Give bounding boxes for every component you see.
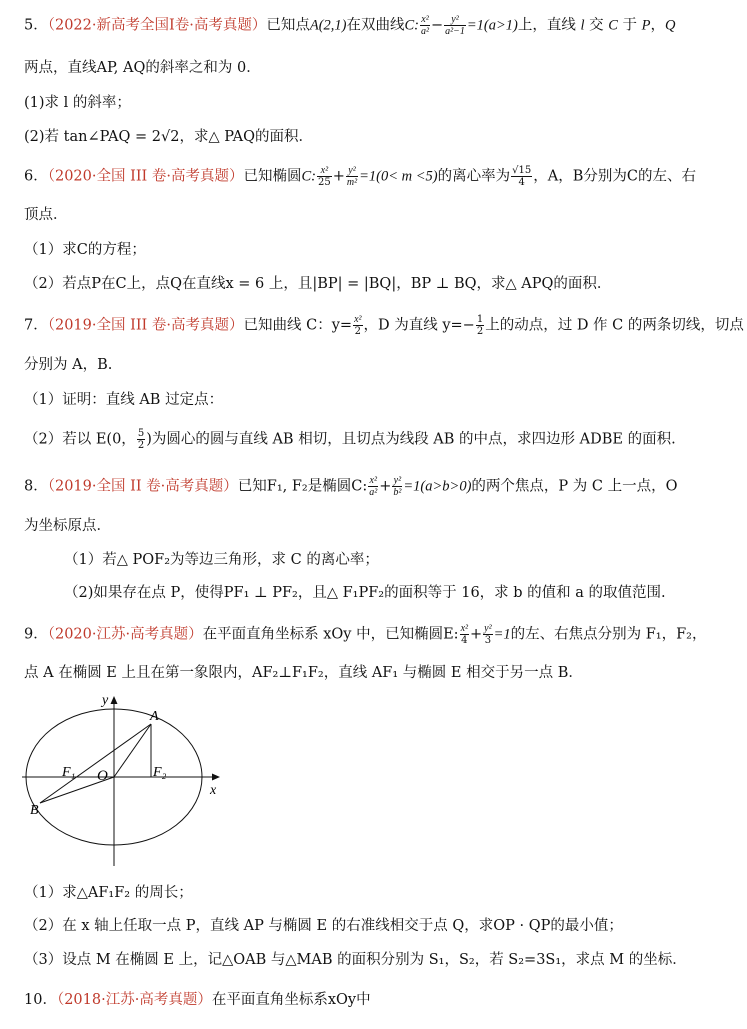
q8-line-1: 8．（2019·全国 II 卷·高考真题）已知F₁, F₂是椭圆C: $\frac{\text{x²}}{\text{a²}}$ + $\frac{\text{y²}}{\text{b²}}$ =1(a>b>0)的两个焦点，P 为 C 上一点，O — [24, 475, 678, 498]
question-source: （2019·全国 III 卷·高考真题） — [47, 317, 244, 334]
text: 交 — [589, 17, 604, 34]
text: 在平面直角坐标系xOy中 — [211, 992, 371, 1008]
q6-line-1: 6．（2020·全国 III 卷·高考真题）已知椭圆C: $\frac{\text{x²}}{25}$ + $\frac{\text{y²}}{\text{m²}}$ =1(0< m <5)的离心率为 $\frac{√15}{4}$ ，A，B分别为C的左、右 — [24, 165, 696, 188]
text: 上的动点，过 D 作 C 的两条切线，切点 — [485, 317, 744, 334]
q9-part-1: （1）求△AF₁F₂ 的周长； — [24, 885, 193, 901]
math: C — [608, 17, 618, 34]
question-number: 7． — [24, 317, 48, 334]
text: 已知曲线 C：y= — [243, 317, 353, 334]
math: A(2,1) — [309, 17, 347, 34]
math: =1 — [493, 626, 511, 643]
q5-part-2: (2)若 tan∠PAQ = 2√2，求△ PAQ的面积． — [24, 129, 313, 145]
q7-line-2: 分别为 A，B. — [24, 357, 113, 373]
text: 上，直线 — [517, 17, 576, 34]
fraction: $\frac{√15}{4}$ — [512, 165, 532, 188]
question-source: （2019·全国 II 卷·高考真题） — [47, 478, 238, 495]
label-a: A — [150, 709, 159, 724]
label-y: y — [102, 693, 109, 708]
q6-part-2: （2）若点P在C上，点Q在直线x = 6 上，且|BP| = |BQ|，BP ⊥ BQ，求△ APQ的面积． — [24, 276, 612, 292]
label-x: x — [210, 783, 217, 798]
fraction: $\frac{\text{x²}}{\text{a²}}$ — [420, 14, 429, 37]
segment-oa — [114, 724, 151, 777]
text: （2）若以 E(0， — [24, 431, 136, 448]
text: ，D 为直线 y=− — [363, 317, 475, 334]
q8-part-2: （2)如果存在点 P，使得PF₁ ⊥ PF₂，且△ F₁PF₂的面积等于 16，求 b 的值和 a 的取值范围. — [64, 585, 666, 601]
math: =1(a>1) — [466, 17, 518, 34]
q9-line-2: 点 A 在椭圆 E 上且在第一象限内，AF₂⊥F₁F₂，直线 AF₁ 与椭圆 E 相交于另一点 B． — [24, 665, 583, 681]
question-source: （2022·新高考全国Ⅰ卷·高考真题） — [47, 17, 267, 34]
y-axis-arrow — [111, 696, 118, 704]
q7-line-1 — [24, 314, 744, 337]
fraction: $\frac{\text{y²}}{\text{b²}}$ — [393, 475, 402, 498]
question-source: （2020·江苏·高考真题） — [47, 626, 203, 643]
math: =1(0< m <5) — [359, 168, 438, 185]
q9-part-3: （3）设点 M 在椭圆 E 上，记△OAB 与△MAB 的面积分别为 S₁，S₂，若 S₂=3S₁，求点 M 的坐标． — [24, 952, 687, 968]
math: =1(a>b>0) — [403, 478, 472, 495]
fraction: $\frac{\text{x²}}{4}$ — [460, 623, 468, 646]
fraction: $\frac{5}{2}$ — [137, 428, 145, 451]
label-f1: F₁ — [62, 765, 76, 780]
text: 的左、右焦点分别为 F₁，F₂， — [510, 626, 707, 643]
label-o: O — [97, 768, 108, 784]
q6-line-2: 顶点． — [24, 207, 68, 223]
question-number: 8． — [24, 478, 48, 495]
question-number: 9． — [24, 626, 48, 643]
text: 的两个焦点，P 为 C 上一点，O — [471, 478, 678, 495]
question-number: 10． — [24, 992, 57, 1008]
math: C: — [404, 17, 419, 34]
text: 已知椭圆 — [243, 168, 302, 185]
question-source: （2020·全国 III 卷·高考真题） — [47, 168, 244, 185]
q5-line-1: 5．（2022·新高考全国Ⅰ卷·高考真题）已知点A(2,1)在双曲线C: $\frac{\text{x²}}{\text{a²}}$ − $\frac{\text{y²}}{\text{a²−1}}$ =1(a>1)上，直线 l 交 C 于 P，Q — [24, 14, 676, 37]
fraction: $\frac{\text{y²}}{\text{m²}}$ — [346, 165, 358, 188]
question-number: 5． — [24, 17, 48, 34]
label-f2: F₂ — [153, 765, 167, 780]
text: 的离心率为 — [437, 168, 511, 185]
q8-part-1: （1）若△ POF₂为等边三角形，求 C 的离心率； — [64, 552, 379, 568]
fraction: $\frac{\text{x²}}{\text{a²}}$ — [369, 475, 378, 498]
text: 在平面直角坐标系 xOy 中，已知椭圆E: — [202, 626, 459, 643]
fraction: $\frac{\text{x²}}{25}$ — [318, 165, 331, 188]
fraction: $\frac{\text{y²}}{\text{a²−1}}$ — [445, 14, 465, 37]
math: l — [580, 17, 585, 34]
question-number: 6． — [24, 168, 48, 185]
question-source: （2018·江苏·高考真题） — [56, 992, 212, 1008]
q7-part-2 — [24, 428, 739, 451]
q5-line-2: 两点，直线AP, AQ的斜率之和为 0． — [24, 60, 261, 76]
q8-line-2: 为坐标原点． — [24, 518, 111, 534]
q7-part-1: （1）证明：直线 AB 过定点： — [24, 392, 224, 408]
q9-line-1: 9．（2020·江苏·高考真题）在平面直角坐标系 xOy 中，已知椭圆E: $\frac{\text{x²}}{4}$ + $\frac{\text{y²}}{3}$ =1的左、右焦点分别为 F₁，F₂， — [24, 623, 707, 646]
line-ab — [40, 724, 151, 803]
fraction: $\frac{1}{2}$ — [476, 314, 484, 337]
text: 于 — [622, 17, 638, 34]
text: 已知F₁, F₂是椭圆C: — [237, 478, 368, 495]
q10-line-1 — [24, 990, 739, 1010]
fraction: $\frac{\text{x²}}{2}$ — [354, 314, 362, 337]
math: Q — [664, 17, 676, 34]
text: ，A，B分别为C的左、右 — [533, 168, 696, 185]
fraction: $\frac{\text{y²}}{3}$ — [484, 623, 492, 646]
math: P — [641, 17, 651, 34]
text: 已知点 — [266, 17, 310, 34]
x-axis-arrow — [212, 774, 220, 781]
q6-part-1: （1）求C的方程； — [24, 242, 146, 258]
q5-part-1: (1)求 l 的斜率； — [24, 95, 131, 111]
text: )为圆心的圆与直线 AB 相切，且切点为线段 AB 的中点，求四边形 ADBE 的面积. — [146, 431, 676, 448]
q9-part-2: （2）在 x 轴上任取一点 P，直线 AP 与椭圆 E 的右准线相交于点 Q，求OP · QP的最小值； — [24, 918, 623, 934]
text: 在双曲线 — [346, 17, 405, 34]
ellipse-figure — [20, 688, 230, 868]
label-b: B — [30, 803, 39, 818]
